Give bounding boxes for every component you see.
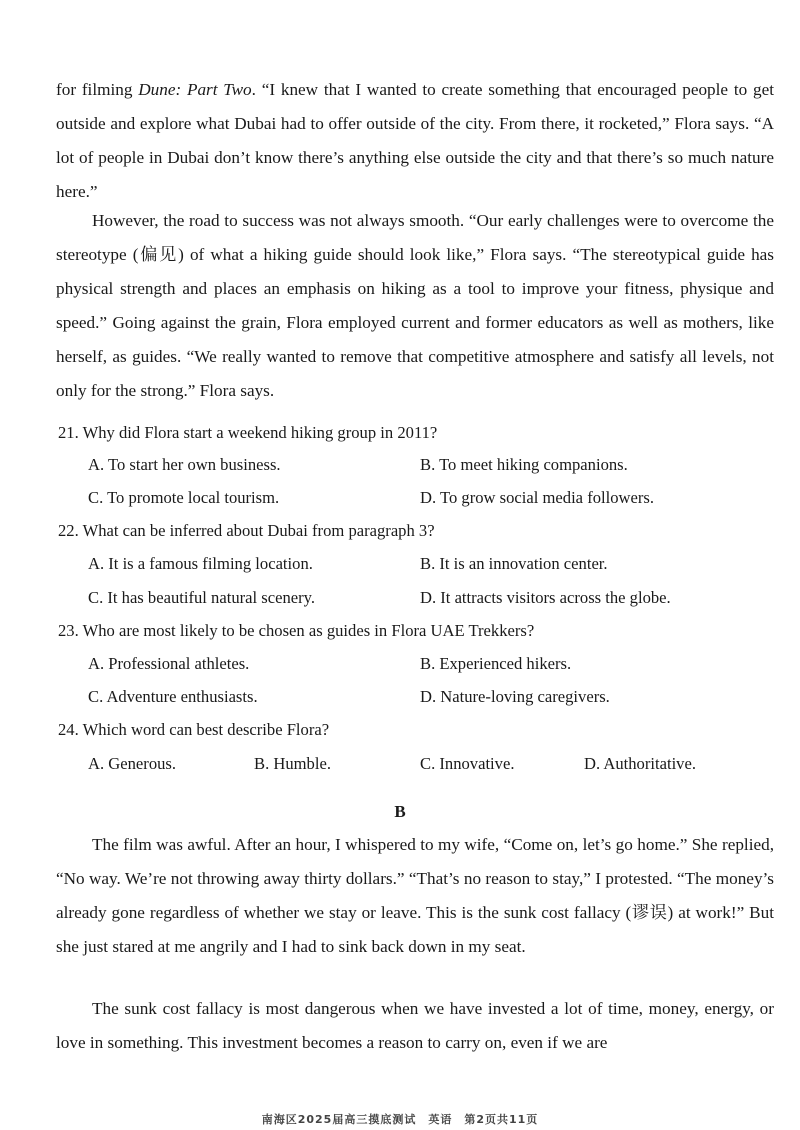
question-22-option-d: D. It attracts visitors across the globe. — [420, 588, 671, 607]
page-footer: 南海区2025届高三摸底测试 英语 第2页共11页 — [261, 1113, 539, 1126]
question-23-option-a: A. Professional athletes. — [88, 654, 250, 673]
passage-a-paragraph-2: However, the road to success was not always smooth. “Our early challenges were to overcome the stereotype (偏见) of what a hiking guide should look like,” Flora says. “The stereotypical guide has physical strength and places an emphasis on hiking as a tool to improve your fitness, physique and speed.” Going against the grain, Flora employed current and former educators as well as mothers, like herself, as guides. “We really wanted to remove that competitive atmosphere and satisfy all levels, not only for the strong.” Flora says. — [56, 211, 774, 400]
question-23-stem: 23. Who are most likely to be chosen as guides in Flora UAE Trekkers? — [58, 621, 535, 640]
section-b-title: B — [394, 802, 406, 821]
question-22-option-a: A. It is a famous filming location. — [88, 554, 313, 573]
question-21-option-c: C. To promote local tourism. — [88, 488, 280, 507]
question-21-option-b: B. To meet hiking companions. — [420, 455, 628, 474]
question-23-option-c: C. Adventure enthusiasts. — [88, 687, 258, 706]
question-23-option-b: B. Experienced hikers. — [420, 654, 572, 673]
question-21-option-d: D. To grow social media followers. — [420, 488, 655, 507]
question-21-option-a: A. To start her own business. — [88, 455, 281, 474]
paragraph-text: for filming — [56, 80, 139, 99]
passage-b-paragraph-1: The film was awful. After an hour, I whispered to my wife, “Come on, let’s go home.” She replied, “No way. We’re not throwing away thirty dollars.” “That’s no reason to stay,” I protested. “The money’s already gone regardless of whether we stay or leave. This is the sunk cost fallacy (谬误) at work!” But she just stared at me angrily and I had to sink back down in my seat. — [56, 835, 774, 956]
passage-b-paragraph-2: The sunk cost fallacy is most dangerous when we have invested a lot of time, money, energy, or love in something. This investment becomes a reason to carry on, even if we are — [56, 999, 774, 1052]
paragraph-text: . “I knew that I wanted to create something that encouraged people to get outside and explore what Dubai had to offer outside of the city. From there, it rocketed,” Flora says. “A lot of people in Dubai don’t know there’s anything else outside the city and that there’s so much nature here.” — [56, 80, 774, 201]
question-22-option-b: B. It is an innovation center. — [420, 554, 608, 573]
question-22-option-c: C. It has beautiful natural scenery. — [88, 588, 316, 607]
film-title: Dune: Part Two — [138, 80, 252, 99]
question-24-option-c: C. Innovative. — [420, 754, 515, 773]
question-23-option-d: D. Nature-loving caregivers. — [420, 687, 610, 706]
question-24-option-d: D. Authoritative. — [584, 754, 696, 773]
question-24-option-b: B. Humble. — [254, 754, 331, 773]
passage-a-paragraph-1 — [56, 73, 774, 209]
question-24-option-a: A. Generous. — [88, 754, 177, 773]
question-21-stem: 21. Why did Flora start a weekend hiking group in 2011? — [58, 423, 438, 442]
question-24-stem: 24. Which word can best describe Flora? — [58, 720, 330, 739]
question-22-stem: 22. What can be inferred about Dubai from paragraph 3? — [58, 521, 435, 540]
